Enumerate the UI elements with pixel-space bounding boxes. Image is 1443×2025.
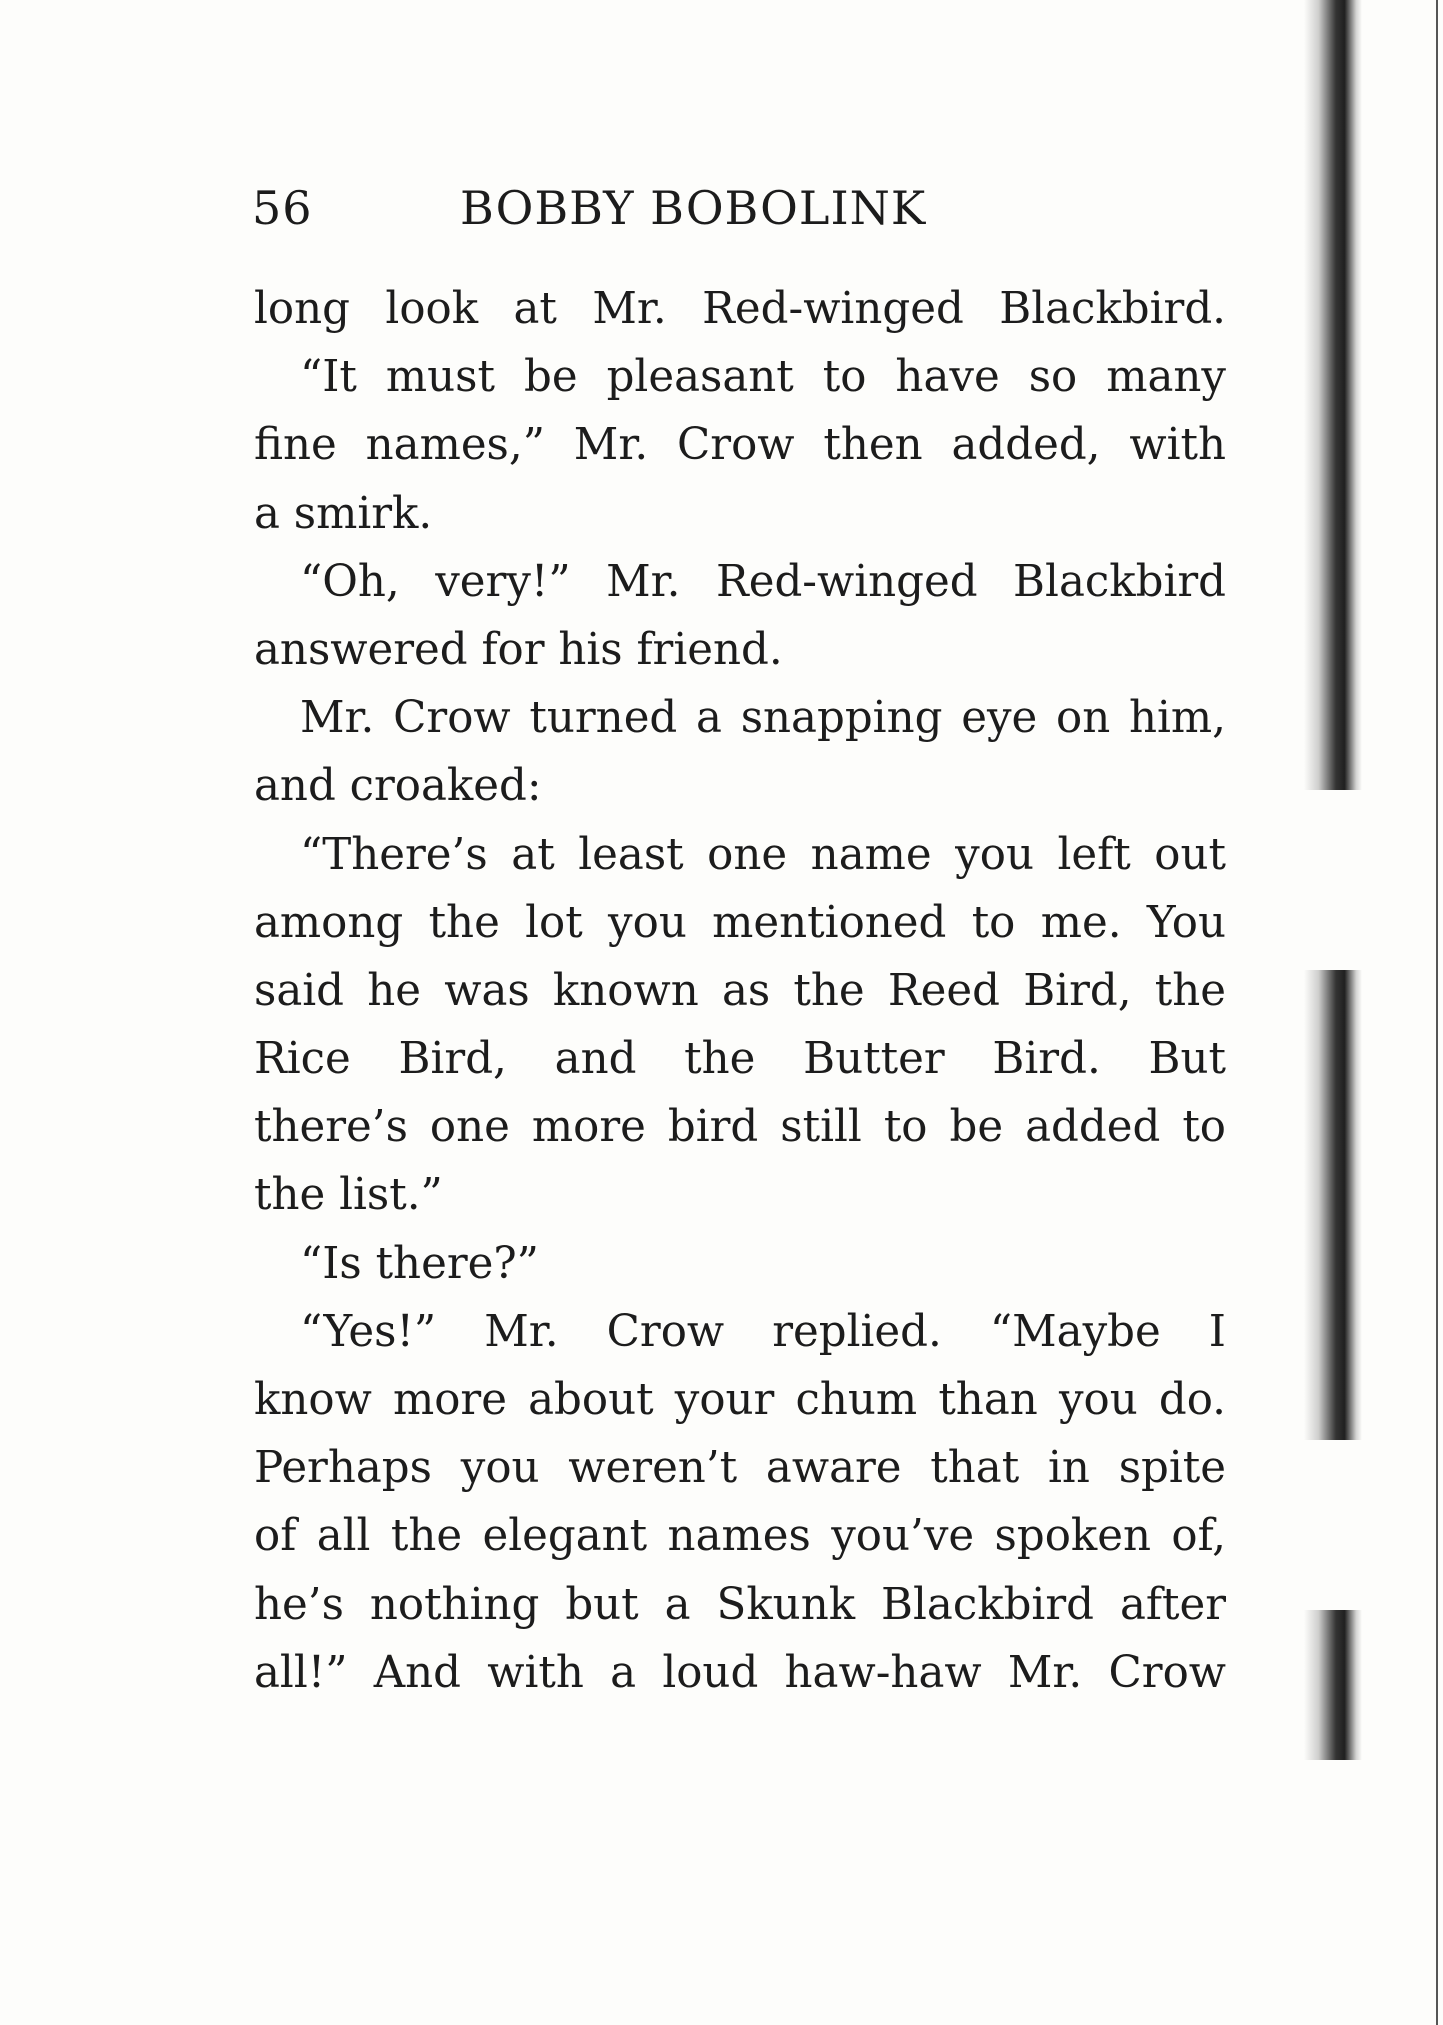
text-line: Perhaps you weren’t aware that in spite (254, 1443, 1226, 1494)
text-line: there’s one more bird still to be added to (254, 1102, 1226, 1153)
text-line: “Is there?” (300, 1238, 539, 1289)
text-line: “Oh, very!” Mr. Red-winged Blackbird (300, 556, 1226, 607)
text-line: “There’s at least one name you left out (300, 829, 1226, 880)
text-line: he’s nothing but a Skunk Blackbird after (254, 1579, 1226, 1630)
text-line: Rice Bird, and the Butter Bird. But (254, 1034, 1226, 1085)
binding-shadow (1304, 970, 1362, 1440)
text-line: all!” And with a loud haw-haw Mr. Crow (254, 1647, 1226, 1698)
text-line: fine names,” Mr. Crow then added, with (254, 420, 1226, 471)
binding-shadow (1304, 1610, 1362, 1760)
book-title: BOBBY BOBOLINK (460, 181, 927, 235)
text-line: “It must be pleasant to have so many (300, 352, 1226, 403)
binding-shadow (1304, 0, 1362, 790)
text-line: said he was known as the Reed Bird, the (254, 965, 1226, 1016)
text-line: the list.” (254, 1170, 443, 1221)
text-line: answered for his friend. (254, 624, 783, 675)
page-edge (1436, 0, 1438, 2025)
text-line: “Yes!” Mr. Crow replied. “Maybe I (300, 1306, 1226, 1357)
running-head (252, 178, 1012, 238)
text-line: a smirk. (254, 488, 433, 539)
text-line: long look at Mr. Red-winged Blackbird. (254, 284, 1226, 334)
text-line: of all the elegant names you’ve spoken of, (254, 1511, 1226, 1562)
body-text (254, 275, 1226, 1707)
text-line: and croaked: (254, 761, 542, 812)
page-number: 56 (252, 181, 313, 235)
text-line: among the lot you mentioned to me. You (254, 897, 1226, 948)
text-line: know more about your chum than you do. (254, 1375, 1226, 1425)
text-line: Mr. Crow turned a snapping eye on him, (300, 693, 1226, 744)
